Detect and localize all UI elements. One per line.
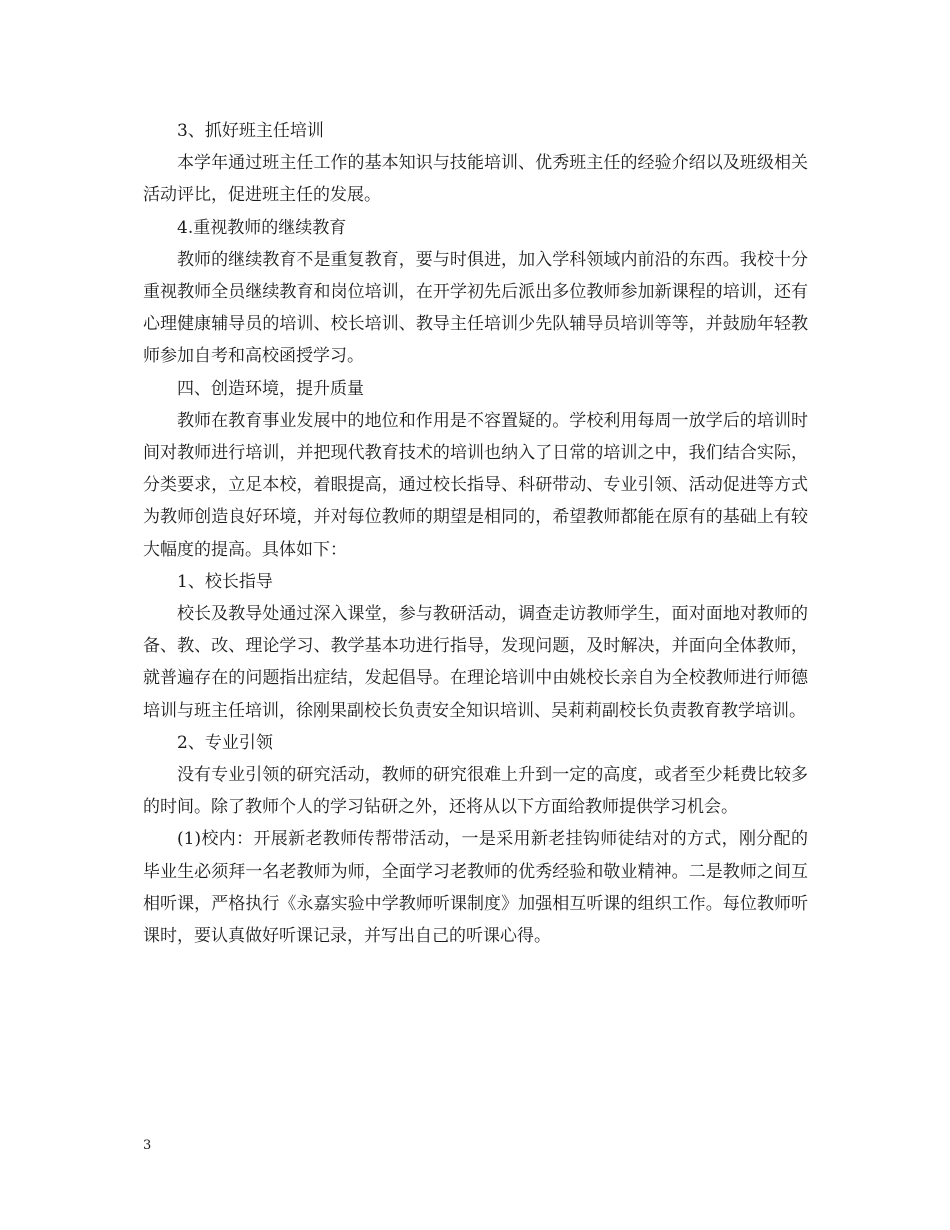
paragraph-class-teacher-training: 本学年通过班主任工作的基本知识与技能培训、优秀班主任的经验介绍以及班级相关活动评比，促进班主任的发展。 bbox=[143, 153, 808, 206]
heading-create-environment: 四、创造环境，提升质量 bbox=[177, 378, 364, 399]
paragraph-principal-guidance: 校长及教导处通过深入课堂，参与教研活动，调查走访教师学生，面对面地对教师的备、教、改、理论学习、教学基本功进行指导，发现问题，及时解决，并面向全体教师，就普遍存在的问题指出症结，发起倡导。在理论培训中由姚校长亲自为全校教师进行师德培训与班主任培训，徐刚果副校长负责安全知识培训、吴莉莉副校长负责教育教学培训。 bbox=[143, 604, 808, 721]
paragraph-professional-leading: 没有专业引领的研究活动，教师的研究很难上升到一定的高度，或者至少耗费比较多的时间。除了教师个人的学习钻研之外，还将从以下方面给教师提供学习机会。 bbox=[143, 765, 808, 818]
heading-class-teacher-training: 3、抓好班主任培训 bbox=[177, 121, 324, 141]
heading-professional-leading: 2、专业引领 bbox=[177, 732, 273, 753]
page-number: 3 bbox=[143, 1138, 152, 1153]
paragraph-on-campus: (1)校内：开展新老教师传帮带活动，一是采用新老挂钩师徒结对的方式，刚分配的毕业生必须拜一名老教师为师，全面学习老教师的优秀经验和敬业精神。二是教师之间互相听课，严格执行《永嘉实验中学教师听课制度》加强相互听课的组织工作。每位教师听课时，要认真做好听课记录，并写出自己的听课心得。 bbox=[143, 829, 808, 947]
paragraph-continuing-education: 教师的继续教育不是重复教育，要与时俱进，加入学科领域内前沿的东西。我校十分重视教师全员继续教育和岗位培训，在开学初先后派出多位教师参加新课程的培训，还有心理健康辅导员的培训、校长培训、教导主任培训少先队辅导员培训等等，并鼓励年轻教师参加自考和高校函授学习。 bbox=[143, 249, 808, 367]
heading-continuing-education: 4.重视教师的继续教育 bbox=[177, 217, 347, 238]
document-body bbox=[143, 115, 808, 952]
heading-principal-guidance: 1、校长指导 bbox=[177, 571, 273, 592]
paragraph-create-environment: 教师在教育事业发展中的地位和作用是不容置疑的。学校利用每周一放学后的培训时间对教师进行培训，并把现代教育技术的培训也纳入了日常的培训之中，我们结合实际，分类要求，立足本校，着眼提高，通过校长指导、科研带动、专业引领、活动促进等方式为教师创造良好环境，并对每位教师的期望是相同的，希望教师都能在原有的基础上有较大幅度的提高。具体如下： bbox=[143, 410, 808, 560]
